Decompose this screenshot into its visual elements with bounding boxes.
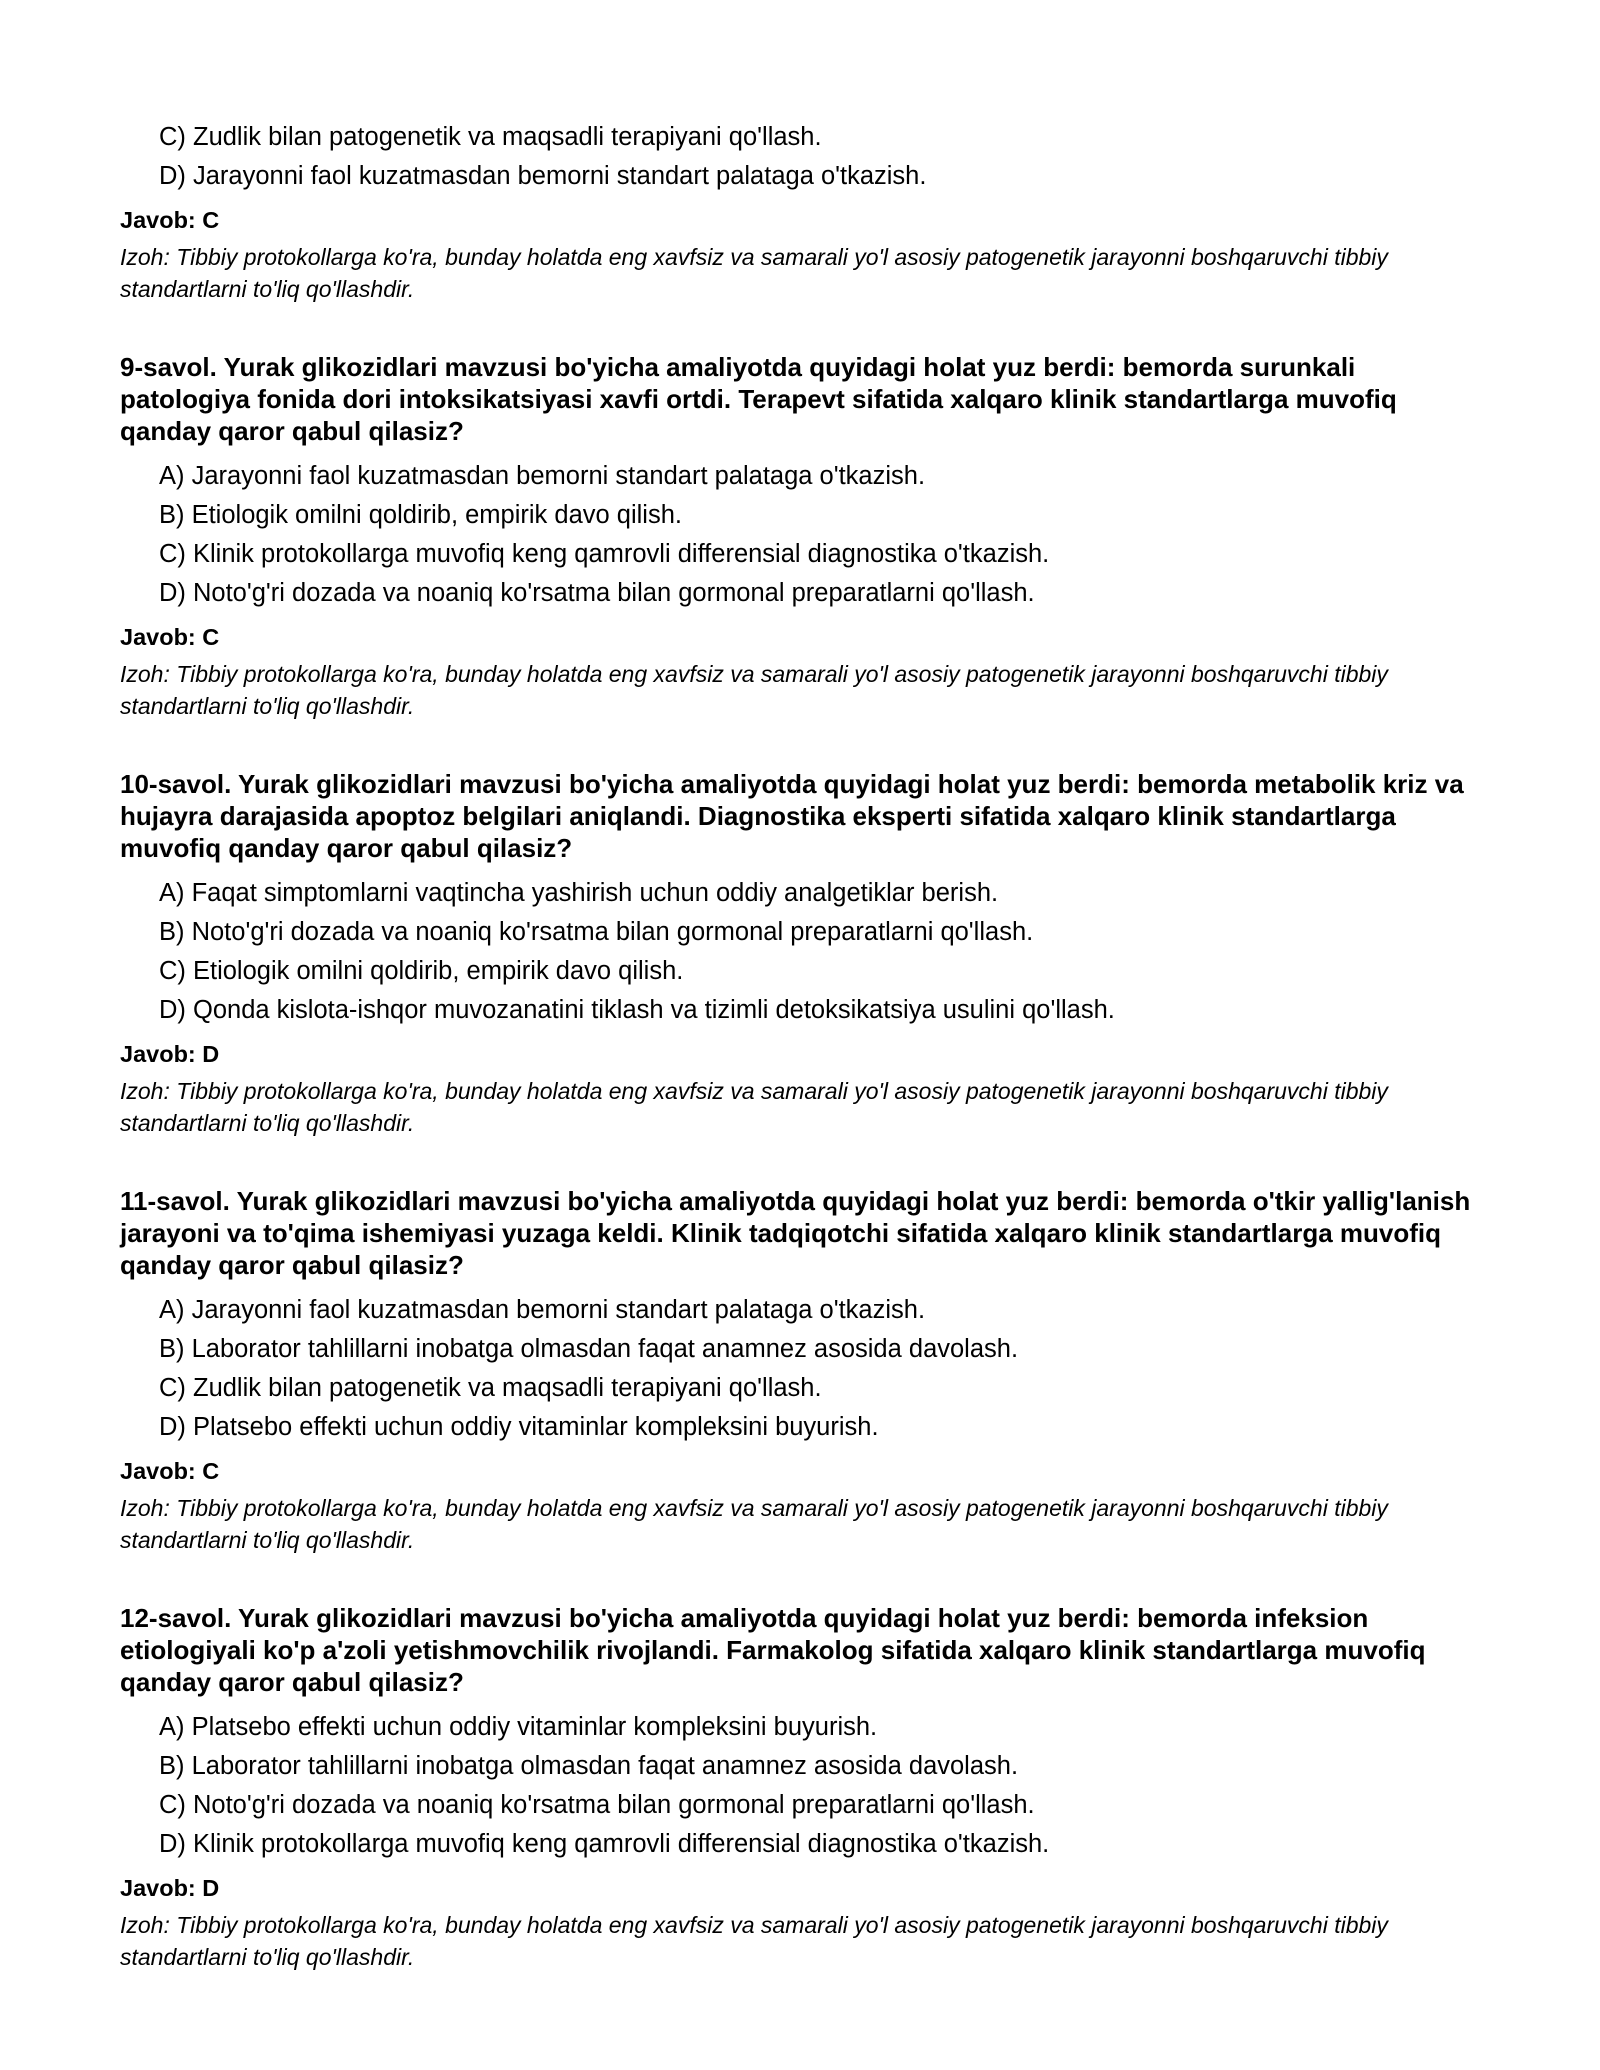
answer-option-b: B) Noto'g'ri dozada va noaniq ko'rsatma bilan gormonal preparatlarni qo'llash.	[159, 918, 1034, 946]
document-page	[120, 118, 1480, 1973]
explanation-note: Izoh: Tibbiy protokollarga ko'ra, bunday holatda eng xavfsiz va samarali yo'l asosiy patogenetik jarayonni boshqaruvchi tibbiy standartlarni to'liq qo'llashdir.	[120, 661, 1388, 719]
answer-key: Javob: C	[120, 207, 220, 233]
question-12	[120, 1602, 1480, 1973]
question-text: 9-savol. Yurak glikozidlari mavzusi bo'yicha amaliyotda quyidagi holat yuz berdi: bemorda surunkali patologiya fonida dori intoksikatsiyasi xavfi ortdi. Terapevt sifatida xalqaro klinik standartlarga muvofiq qanday qaror qabul qilasiz?	[120, 352, 1397, 446]
answer-option-c: C) Zudlik bilan patogenetik va maqsadli terapiyani qo'llash.	[159, 123, 822, 151]
answer-option-d: D) Qonda kislota-ishqor muvozanatini tiklash va tizimli detoksikatsiya usulini qo'llash.	[159, 996, 1115, 1024]
question-text: 12-savol. Yurak glikozidlari mavzusi bo'yicha amaliyotda quyidagi holat yuz berdi: bemorda infeksion etiologiyali ko'p a'zoli yetishmovchilik rivojlandi. Farmakolog sifatida xalqaro klinik standartlarga muvofiq qanday qaror qabul qilasiz?	[120, 1603, 1426, 1697]
answer-option-c: C) Noto'g'ri dozada va noaniq ko'rsatma bilan gormonal preparatlarni qo'llash.	[159, 1791, 1035, 1819]
question-text: 10-savol. Yurak glikozidlari mavzusi bo'yicha amaliyotda quyidagi holat yuz berdi: bemorda metabolik kriz va hujayra darajasida apoptoz belgilari aniqlandi. Diagnostika eksperti sifatida xalqaro klinik standartlarga muvofiq qanday qaror qabul qilasiz?	[120, 769, 1464, 863]
explanation-note: Izoh: Tibbiy protokollarga ko'ra, bunday holatda eng xavfsiz va samarali yo'l asosiy patogenetik jarayonni boshqaruvchi tibbiy standartlarni to'liq qo'llashdir.	[120, 244, 1388, 302]
answer-option-d: D) Noto'g'ri dozada va noaniq ko'rsatma bilan gormonal preparatlarni qo'llash.	[159, 579, 1035, 607]
answer-option-d: D) Platsebo effekti uchun oddiy vitaminlar kompleksini buyurish.	[159, 1413, 879, 1441]
answer-options	[120, 1291, 1480, 1447]
answer-option-d: D) Jarayonni faol kuzatmasdan bemorni standart palataga o'tkazish.	[159, 162, 927, 190]
question-8-continuation	[120, 118, 1480, 305]
answer-option-c: C) Klinik protokollarga muvofiq keng qamrovli differensial diagnostika o'tkazish.	[159, 540, 1050, 568]
answer-option-a: A) Platsebo effekti uchun oddiy vitaminlar kompleksini buyurish.	[159, 1713, 878, 1741]
answer-option-c: C) Zudlik bilan patogenetik va maqsadli terapiyani qo'llash.	[159, 1374, 822, 1402]
answer-option-a: A) Jarayonni faol kuzatmasdan bemorni standart palataga o'tkazish.	[159, 462, 926, 490]
answer-option-b: B) Laborator tahlillarni inobatga olmasdan faqat anamnez asosida davolash.	[159, 1335, 1019, 1363]
explanation-note: Izoh: Tibbiy protokollarga ko'ra, bunday holatda eng xavfsiz va samarali yo'l asosiy patogenetik jarayonni boshqaruvchi tibbiy standartlarni to'liq qo'llashdir.	[120, 1495, 1388, 1553]
answer-key: Javob: C	[120, 624, 220, 650]
answer-option-b: B) Laborator tahlillarni inobatga olmasdan faqat anamnez asosida davolash.	[159, 1752, 1019, 1780]
answer-options	[120, 874, 1480, 1030]
question-11	[120, 1185, 1480, 1556]
question-10	[120, 768, 1480, 1139]
answer-key: Javob: D	[120, 1875, 220, 1901]
answer-key: Javob: D	[120, 1041, 220, 1067]
question-text: 11-savol. Yurak glikozidlari mavzusi bo'yicha amaliyotda quyidagi holat yuz berdi: bemorda o'tkir yallig'lanish jarayoni va to'qima ishemiyasi yuzaga keldi. Klinik tadqiqotchi sifatida xalqaro klinik standartlarga muvofiq qanday qaror qabul qilasiz?	[120, 1186, 1471, 1280]
answer-option-c: C) Etiologik omilni qoldirib, empirik davo qilish.	[159, 957, 684, 985]
explanation-note: Izoh: Tibbiy protokollarga ko'ra, bunday holatda eng xavfsiz va samarali yo'l asosiy patogenetik jarayonni boshqaruvchi tibbiy standartlarni to'liq qo'llashdir.	[120, 1912, 1388, 1970]
answer-options	[120, 1708, 1480, 1864]
answer-options	[120, 118, 1480, 196]
answer-option-d: D) Klinik protokollarga muvofiq keng qamrovli differensial diagnostika o'tkazish.	[159, 1830, 1050, 1858]
answer-option-a: A) Jarayonni faol kuzatmasdan bemorni standart palataga o'tkazish.	[159, 1296, 926, 1324]
question-9	[120, 351, 1480, 722]
answer-option-b: B) Etiologik omilni qoldirib, empirik davo qilish.	[159, 501, 682, 529]
answer-key: Javob: C	[120, 1458, 220, 1484]
answer-option-a: A) Faqat simptomlarni vaqtincha yashirish uchun oddiy analgetiklar berish.	[159, 879, 999, 907]
explanation-note: Izoh: Tibbiy protokollarga ko'ra, bunday holatda eng xavfsiz va samarali yo'l asosiy patogenetik jarayonni boshqaruvchi tibbiy standartlarni to'liq qo'llashdir.	[120, 1078, 1388, 1136]
answer-options	[120, 457, 1480, 613]
